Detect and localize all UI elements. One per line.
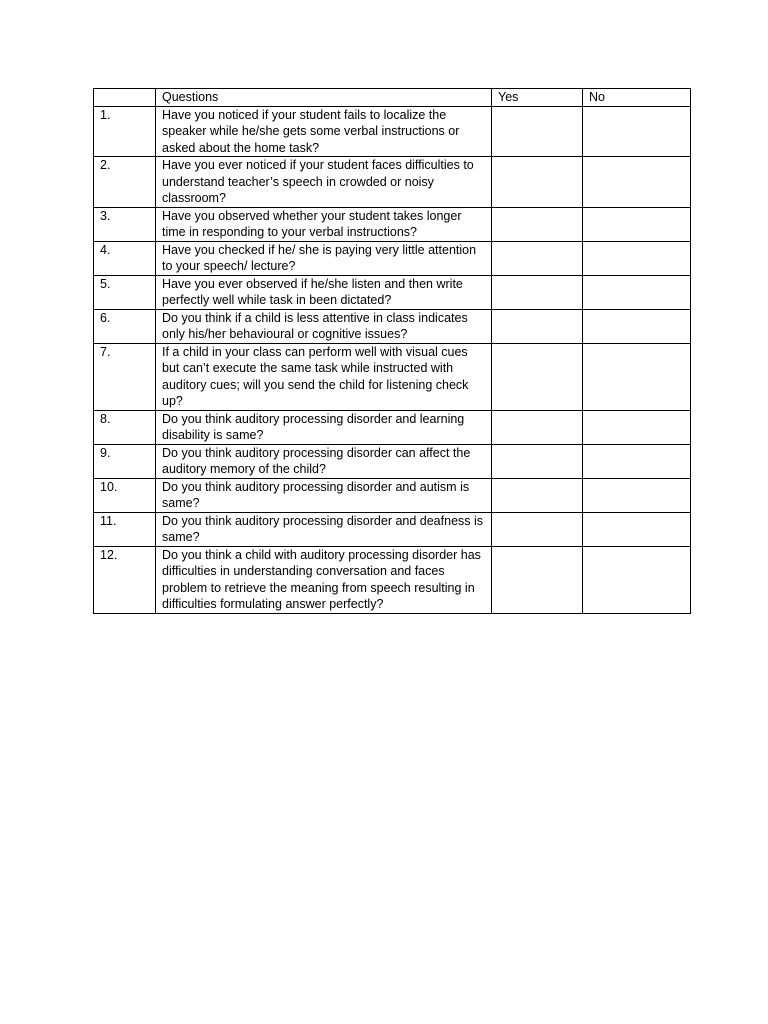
question-text: Have you observed whether your student takes longer time in responding to your verbal instructions? [162, 208, 462, 239]
no-answer-cell [583, 478, 691, 512]
header-number [94, 89, 156, 107]
yes-answer-cell [492, 512, 583, 546]
row-number: 9. [94, 444, 156, 478]
question-text: Do you think auditory processing disorder and learning disability is same? [162, 411, 465, 442]
row-question [156, 343, 492, 410]
yes-answer-cell [492, 106, 583, 157]
table-row [94, 410, 691, 444]
question-text: Have you ever noticed if your student faces difficulties to understand teacher’s speech in crowded or noisy classroom? [162, 158, 474, 205]
row-number: 4. [94, 241, 156, 275]
row-number: 5. [94, 275, 156, 309]
table-row [94, 309, 691, 343]
row-number: 3. [94, 207, 156, 241]
yes-answer-cell [492, 275, 583, 309]
no-answer-cell [583, 241, 691, 275]
yes-answer-cell [492, 478, 583, 512]
no-answer-cell [583, 410, 691, 444]
table-row [94, 241, 691, 275]
yes-answer-cell [492, 241, 583, 275]
no-answer-cell [583, 444, 691, 478]
row-number: 6. [94, 309, 156, 343]
table-row [94, 478, 691, 512]
question-text: Have you checked if he/ she is paying very little attention to your speech/ lecture? [162, 242, 477, 273]
question-text: Do you think a child with auditory processing disorder has difficulties in understanding conversation and faces problem to retrieve the meaning from speech resulting in difficulties formulating answer perfectly? [162, 547, 481, 611]
table-row [94, 343, 691, 410]
question-text: Have you ever observed if he/she listen and then write perfectly well while task in been dictated? [162, 276, 463, 307]
row-number: 11. [94, 512, 156, 546]
table-row [94, 546, 691, 613]
table-row [94, 207, 691, 241]
row-question [156, 309, 492, 343]
row-question [156, 241, 492, 275]
row-question [156, 444, 492, 478]
table-body [94, 106, 691, 613]
table-row [94, 444, 691, 478]
question-text: Do you think auditory processing disorder and autism is same? [162, 479, 470, 510]
header-yes: Yes [492, 89, 583, 107]
row-number: 2. [94, 157, 156, 208]
table-row [94, 275, 691, 309]
question-text: Have you noticed if your student fails to localize the speaker while he/she gets some verbal instructions or asked about the home task? [162, 107, 460, 155]
yes-answer-cell [492, 546, 583, 613]
no-answer-cell [583, 275, 691, 309]
row-question [156, 478, 492, 512]
row-question [156, 106, 492, 157]
row-number: 7. [94, 343, 156, 410]
row-number: 8. [94, 410, 156, 444]
table-row [94, 512, 691, 546]
row-question [156, 512, 492, 546]
no-answer-cell [583, 207, 691, 241]
table-row [94, 106, 691, 157]
row-question [156, 546, 492, 613]
no-answer-cell [583, 512, 691, 546]
questionnaire-table [93, 88, 691, 614]
yes-answer-cell [492, 410, 583, 444]
no-answer-cell [583, 343, 691, 410]
table-row [94, 157, 691, 208]
question-text: If a child in your class can perform well with visual cues but can’t execute the same task while instructed with auditory cues; will you send the child for listening check up? [162, 344, 469, 408]
no-answer-cell [583, 309, 691, 343]
no-answer-cell [583, 157, 691, 208]
yes-answer-cell [492, 157, 583, 208]
row-question [156, 410, 492, 444]
table-header-row [94, 89, 691, 107]
row-number: 10. [94, 478, 156, 512]
header-questions: Questions [156, 89, 492, 107]
row-question [156, 207, 492, 241]
no-answer-cell [583, 546, 691, 613]
yes-answer-cell [492, 207, 583, 241]
header-no: No [583, 89, 691, 107]
row-question [156, 157, 492, 208]
question-text: Do you think auditory processing disorder and deafness is same? [162, 513, 484, 544]
question-text: Do you think if a child is less attentive in class indicates only his/her behavioural or cognitive issues? [162, 310, 468, 341]
question-text: Do you think auditory processing disorder can affect the auditory memory of the child? [162, 445, 471, 476]
row-question [156, 275, 492, 309]
row-number: 12. [94, 546, 156, 613]
no-answer-cell [583, 106, 691, 157]
yes-answer-cell [492, 444, 583, 478]
row-number: 1. [94, 106, 156, 157]
yes-answer-cell [492, 343, 583, 410]
yes-answer-cell [492, 309, 583, 343]
